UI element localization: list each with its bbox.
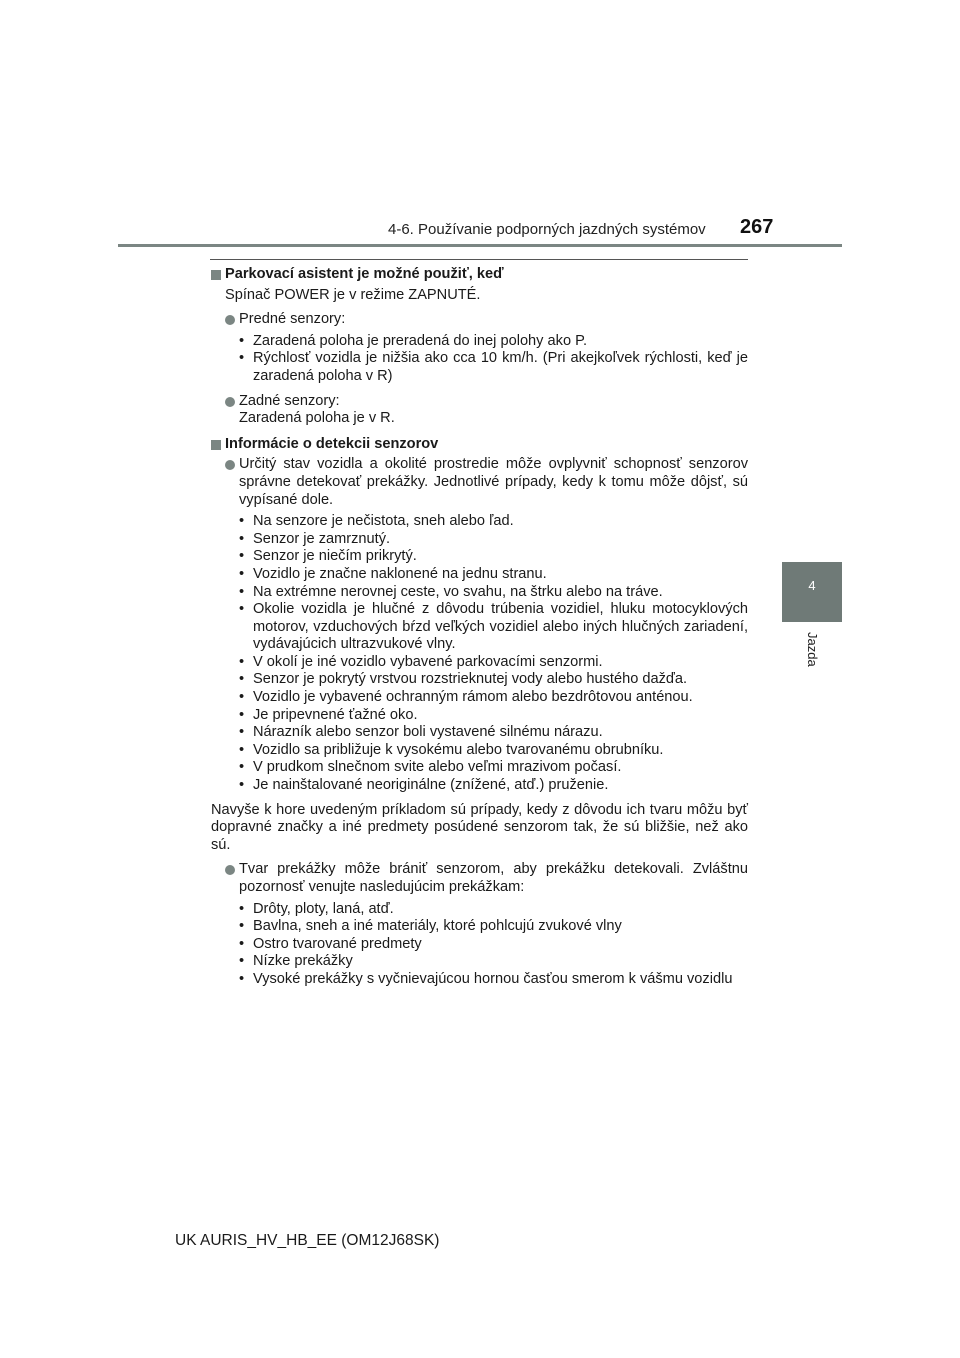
dot-bullet-icon: •	[239, 970, 245, 987]
list-item	[239, 671, 748, 689]
content-top-divider	[210, 259, 748, 260]
circle-bullet-icon	[225, 397, 235, 407]
list-item-text: Vozidlo sa približuje k vysokému alebo tvarovanému obrubníku.	[253, 741, 664, 758]
document-code: UK AURIS_HV_HB_EE (OM12J68SK)	[175, 1232, 440, 1249]
list-item-text: Rýchlosť vozidla je nižšia ako cca 10 km/h. (Pri akejkoľvek rýchlosti, keď je zaradená poloha v R)	[253, 350, 748, 384]
bullet-text: Zadné senzory:	[239, 392, 340, 409]
list-item-text: Je nainštalované neoriginálne (znížené, atď.) pruženie.	[253, 777, 609, 794]
dot-bullet-icon: •	[239, 953, 245, 970]
dot-bullet-icon: •	[239, 689, 245, 706]
list-item	[239, 333, 748, 351]
list-item-text: Senzor je zamrznutý.	[253, 530, 391, 547]
list-item-text: Senzor je niečím prikrytý.	[253, 548, 417, 565]
section-intro: Spínač POWER je v režime ZAPNUTÉ.	[225, 286, 481, 303]
list-item-text: Vysoké prekážky s vyčnievajúcou hornou časťou smerom k vášmu vozidlu	[253, 970, 733, 987]
circle-bullet-icon	[225, 460, 235, 470]
dot-bullet-icon: •	[239, 350, 245, 367]
list-item	[239, 566, 748, 584]
list-item	[239, 548, 748, 566]
section-heading	[211, 266, 748, 284]
list-item	[239, 742, 748, 760]
dot-bullet-icon: •	[239, 530, 245, 547]
list-item	[239, 901, 748, 919]
list-item-text: Drôty, ploty, laná, atď.	[253, 900, 394, 917]
chapter-tab	[782, 562, 842, 622]
bullet-text: Určitý stav vozidla a okolité prostredie môže ovplyvniť schopnosť senzorov správne detekovať prekážky. Jednotlivé prípady, kedy k tomu môže dôjsť, sú vypísané dole.	[239, 456, 748, 508]
chapter-number: 4	[808, 578, 816, 593]
list-item-text: Okolie vozidla je hlučné z dôvodu trúbenia vozidiel, hluku motocyklových motorov, vzduchových bŕzd veľkých vozidiel alebo iných hlučných zariadení, vydávajúcich ultrazvukové vlny.	[253, 601, 748, 653]
dot-bullet-icon: •	[239, 671, 245, 688]
list-item-text: V okolí je iné vozidlo vybavené parkovacími senzormi.	[253, 653, 603, 670]
page-content	[211, 266, 748, 996]
dot-bullet-icon: •	[239, 601, 245, 618]
list-item-text: Vozidlo je značne naklonené na jednu stranu.	[253, 565, 547, 582]
dot-bullet-icon: •	[239, 724, 245, 741]
section-heading-text: Informácie o detekcii senzorov	[225, 435, 439, 452]
bullet-item	[211, 393, 748, 428]
list-item	[239, 936, 748, 954]
list-item	[239, 918, 748, 936]
list-item	[239, 689, 748, 707]
bullet-item	[211, 861, 748, 896]
dot-bullet-icon: •	[239, 918, 245, 935]
circle-bullet-icon	[225, 865, 235, 875]
dot-bullet-icon: •	[239, 583, 245, 600]
dot-bullet-icon: •	[239, 332, 245, 349]
list-item	[239, 601, 748, 654]
list-item-text: Zaradená poloha je preradená do inej polohy ako P.	[253, 332, 588, 349]
sub-list	[211, 901, 748, 989]
dot-bullet-icon: •	[239, 935, 245, 952]
dot-bullet-icon: •	[239, 706, 245, 723]
list-item-text: V prudkom slnečnom svite alebo veľmi mrazivom počasí.	[253, 759, 622, 776]
note-paragraph: Navyše k hore uvedeným príkladom sú prípady, kedy z dôvodu ich tvaru môžu byť dopravné značky a iné predmety posúdené senzorom tak, že sú bližšie, než ako sú.	[211, 801, 748, 853]
list-item	[239, 759, 748, 777]
list-item	[239, 724, 748, 742]
list-item	[239, 953, 748, 971]
dot-bullet-icon: •	[239, 777, 245, 794]
list-item	[239, 513, 748, 531]
list-item-text: Bavlna, sneh a iné materiály, ktoré pohlcujú zvukové vlny	[253, 918, 622, 935]
list-item-text: Nízke prekážky	[253, 953, 353, 970]
list-item	[239, 531, 748, 549]
square-bullet-icon	[211, 440, 221, 450]
chapter-label	[800, 632, 820, 672]
dot-bullet-icon: •	[239, 513, 245, 530]
dot-bullet-icon: •	[239, 741, 245, 758]
list-item-text: Ostro tvarované predmety	[253, 935, 422, 952]
header-divider	[118, 244, 842, 247]
dot-bullet-icon: •	[239, 653, 245, 670]
list-item	[239, 971, 748, 989]
bullet-text-continued: Zaradená poloha je v R.	[239, 410, 395, 427]
section-title: 4-6. Používanie podporných jazdných systémov	[388, 221, 706, 238]
dot-bullet-icon: •	[239, 759, 245, 776]
dot-bullet-icon: •	[239, 565, 245, 582]
page-number: 267	[740, 216, 774, 238]
dot-bullet-icon: •	[239, 900, 245, 917]
list-item	[239, 654, 748, 672]
list-item-text: Senzor je pokrytý vrstvou rozstrieknutej vody alebo hustého dažďa.	[253, 671, 688, 688]
bullet-text: Predné senzory:	[239, 311, 346, 328]
circle-bullet-icon	[225, 315, 235, 325]
bullet-item	[211, 456, 748, 509]
list-item	[239, 777, 748, 795]
list-item-text: Na senzore je nečistota, sneh alebo ľad.	[253, 513, 514, 530]
list-item	[239, 707, 748, 725]
list-item	[239, 350, 748, 385]
square-bullet-icon	[211, 270, 221, 280]
list-item	[239, 584, 748, 602]
section-heading	[211, 436, 748, 454]
bullet-item	[211, 311, 748, 329]
list-item-text: Nárazník alebo senzor boli vystavené silnému nárazu.	[253, 724, 603, 741]
section-heading-text: Parkovací asistent je možné použiť, keď	[225, 266, 504, 282]
chapter-label-text: Jazda	[805, 632, 820, 667]
list-item-text: Na extrémne nerovnej ceste, vo svahu, na štrku alebo na tráve.	[253, 583, 663, 600]
sub-list	[211, 513, 748, 795]
sub-list	[211, 333, 748, 386]
list-item-text: Vozidlo je vybavené ochranným rámom alebo bezdrôtovou anténou.	[253, 689, 693, 706]
dot-bullet-icon: •	[239, 548, 245, 565]
bullet-text: Tvar prekážky môže brániť senzorom, aby prekážku detekovali. Zvláštnu pozornosť venujte nasledujúcim prekážkam:	[239, 861, 748, 895]
list-item-text: Je pripevnené ťažné oko.	[253, 706, 418, 723]
